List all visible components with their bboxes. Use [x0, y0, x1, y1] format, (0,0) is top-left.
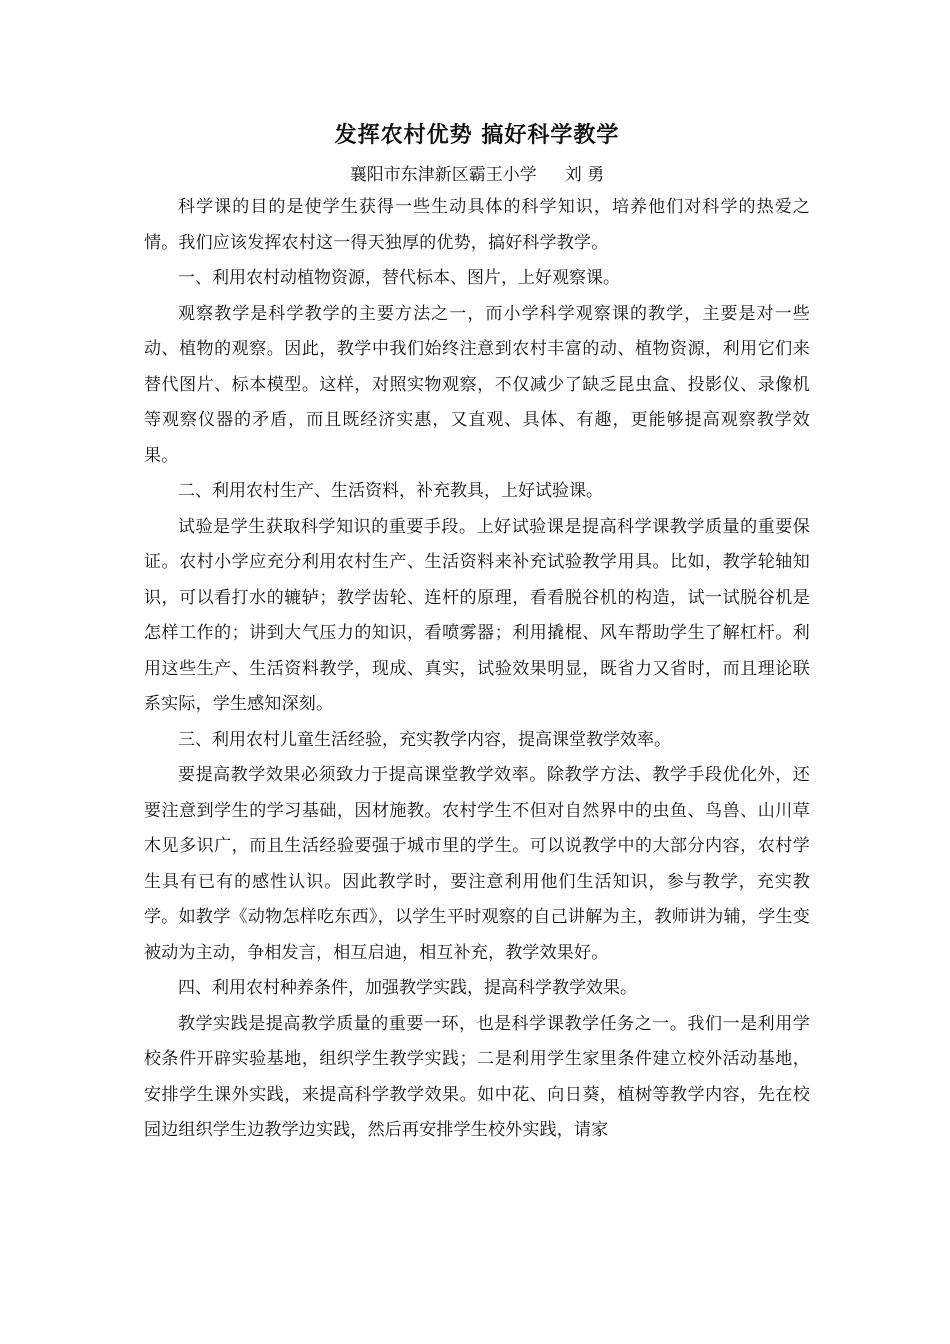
section-heading-2: 二、利用农村生产、生活资料，补充教具，上好试验课。	[178, 481, 603, 501]
document-title: 发挥农村优势 搞好科学教学	[334, 123, 620, 148]
author-school: 襄阳市东津新区霸王小学	[349, 165, 537, 185]
section-paragraph-3: 要提高教学效果必须致力于提高课堂教学效率。除教学方法、教学手段优化外，还要注意到学生的学习基础，因材施教。农村学生不但对自然界中的虫鱼、鸟兽、山川草木见多识广，而且生活经验要强于城市里的学生。可以说教学中的大部分内容，农村学生具有已有的感性认识。因此教学时，要注意利用他们生活知识，参与教学，充实教学。如教学《动物怎样吃东西》，以学生平时观察的自己讲解为主，教师讲为辅，学生变被动为主动，争相发言，相互启迪，相互补充，教学效果好。	[144, 765, 810, 963]
section-paragraph-2: 试验是学生获取科学知识的重要手段。上好试验课是提高科学课教学质量的重要保证。农村小学应充分利用农村生产、生活资料来补充试验教学用具。比如，教学轮轴知识，可以看打水的辘轳；教学齿轮、连杆的原理，看看脱谷机的构造，试一试脱谷机是怎样工作的；讲到大气压力的知识，看喷雾器；利用撬棍、风车帮助学生了解杠杆。利用这些生产、生活资料教学，现成、真实，试验效果明显，既省力又省时，而且理论联系实际，学生感知深刻。	[144, 516, 810, 714]
document-page	[144, 118, 810, 1149]
section-heading-1: 一、利用农村动植物资源，替代标本、图片，上好观察课。	[178, 268, 620, 288]
author-line	[144, 160, 810, 190]
section-paragraph-1: 观察教学是科学教学的主要方法之一，而小学科学观察课的教学，主要是对一些动、植物的观察。因此，教学中我们始终注意到农村丰富的动、植物资源，利用它们来替代图片、标本模型。这样，对照实物观察，不仅减少了缺乏昆虫盒、投影仪、录像机等观察仪器的矛盾，而且既经济实惠，又直观、具体、有趣，更能够提高观察教学效果。	[144, 303, 810, 466]
author-name: 刘 勇	[564, 165, 605, 185]
section-paragraph-4: 教学实践是提高教学质量的重要一环，也是科学课教学任务之一。我们一是利用学校条件开辟实验基地，组织学生教学实践；二是利用学生家里条件建立校外活动基地，安排学生课外实践，来提高科学教学效果。如中花、向日葵，植树等教学内容，先在校园边组织学生边教学边实践，然后再安排学生校外实践，请家	[144, 1013, 810, 1140]
section-heading-3: 三、利用农村儿童生活经验，充实教学内容，提高课堂教学效率。	[178, 729, 671, 750]
intro-paragraph: 科学课的目的是使学生获得一些生动具体的科学知识，培养他们对科学的热爱之情。我们应该发挥农村这一得天独厚的优势，搞好科学教学。	[144, 197, 810, 253]
section-heading-4: 四、利用农村种养条件，加强教学实践，提高科学教学效果。	[178, 978, 637, 998]
